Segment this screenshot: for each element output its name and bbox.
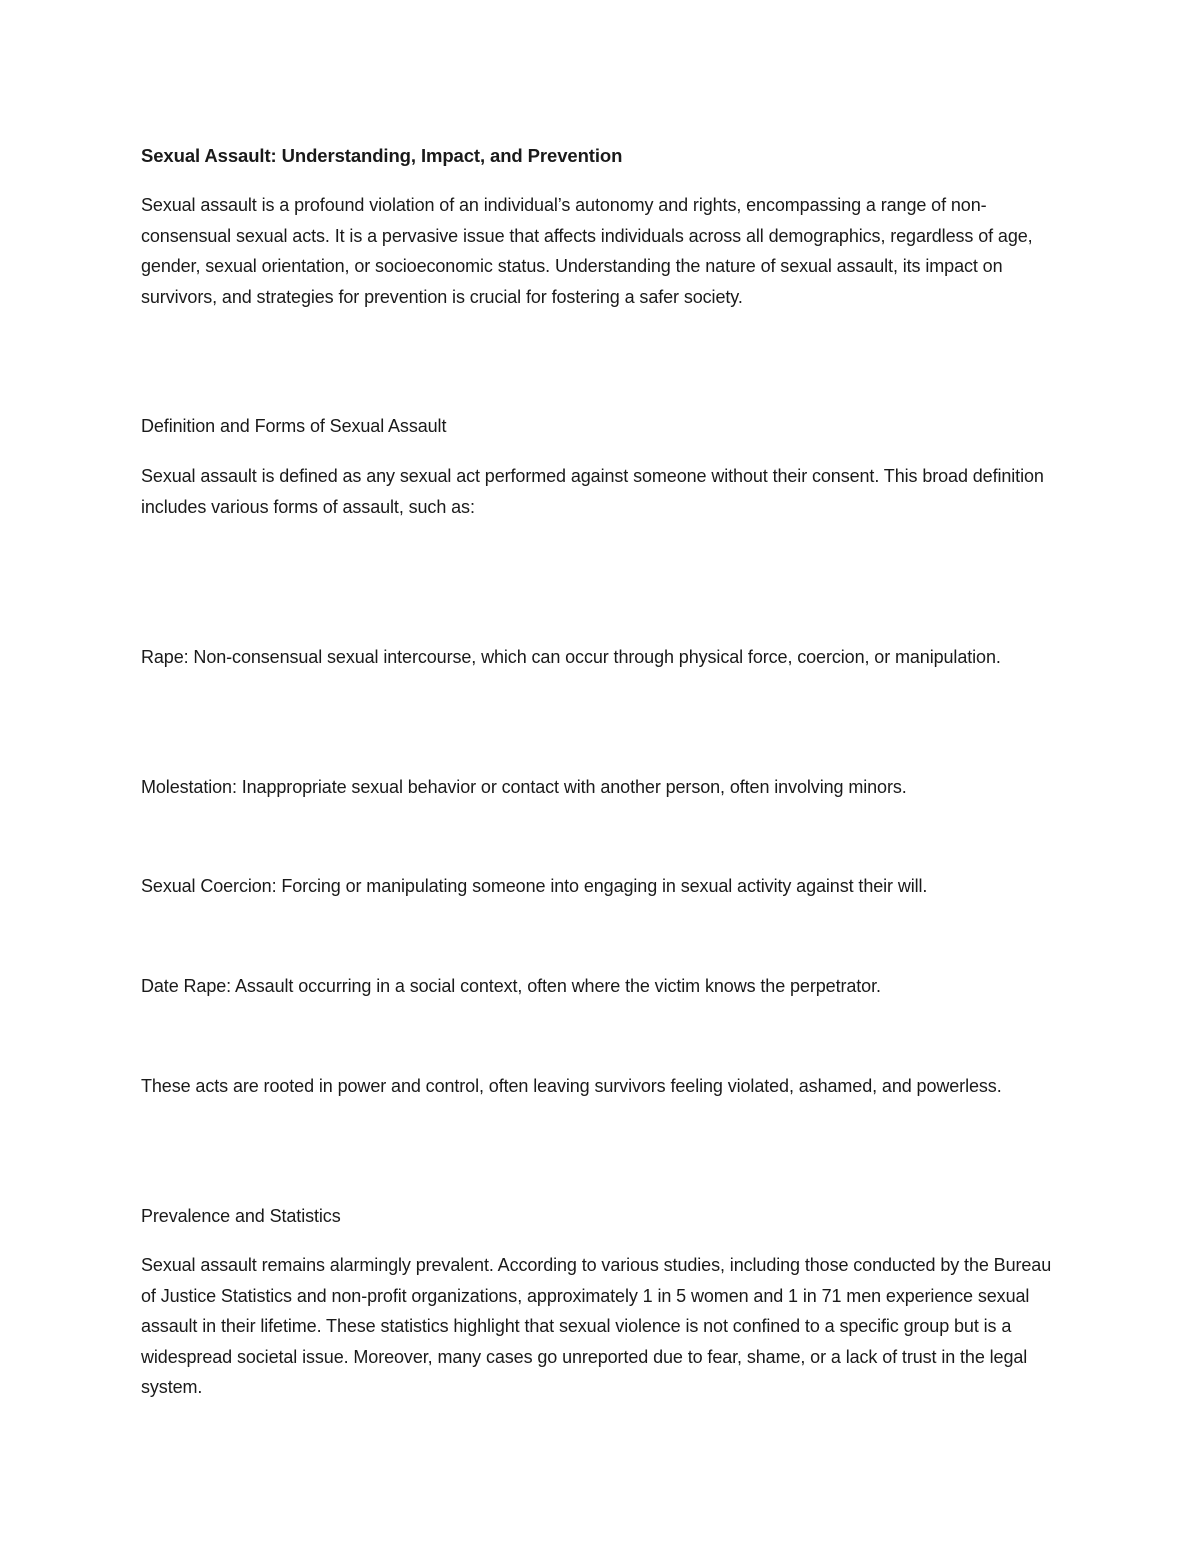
closing-paragraph: These acts are rooted in power and control, often leaving survivors feeling violated, ashamed, and powerless.: [141, 1076, 1002, 1096]
document-title: Sexual Assault: Understanding, Impact, and Prevention: [141, 145, 623, 166]
list-item-rape: Rape: Non-consensual sexual intercourse, which can occur through physical force, coercion, or manipulation.: [141, 647, 1001, 667]
definition-paragraph: Sexual assault is defined as any sexual act performed against someone without their consent. This broad definition includes various forms of assault, such as:: [141, 466, 1044, 517]
section-heading-prevalence: Prevalence and Statistics: [141, 1206, 341, 1226]
intro-paragraph: Sexual assault is a profound violation of an individual’s autonomy and rights, encompassing a range of non-consensual sexual acts. It is a pervasive issue that affects individuals across all demographics, regardless of age, gender, sexual orientation, or socioeconomic status. Understanding the nature of sexual assault, its impact on survivors, and strategies for prevention is crucial for fostering a safer society.: [141, 195, 1033, 307]
section-heading-definition: Definition and Forms of Sexual Assault: [141, 416, 447, 436]
list-item-molestation: Molestation: Inappropriate sexual behavior or contact with another person, often involving minors.: [141, 777, 907, 797]
list-item-sexual-coercion: Sexual Coercion: Forcing or manipulating someone into engaging in sexual activity against their will.: [141, 876, 928, 896]
prevalence-paragraph: Sexual assault remains alarmingly prevalent. According to various studies, including those conducted by the Bureau of Justice Statistics and non-profit organizations, approximately 1 in 5 women and 1 in 71 men experience sexual assault in their lifetime. These statistics highlight that sexual violence is not confined to a specific group but is a widespread societal issue. Moreover, many cases go unreported due to fear, shame, or a lack of trust in the legal system.: [141, 1255, 1052, 1397]
list-item-date-rape: Date Rape: Assault occurring in a social context, often where the victim knows the perpetrator.: [141, 976, 881, 996]
